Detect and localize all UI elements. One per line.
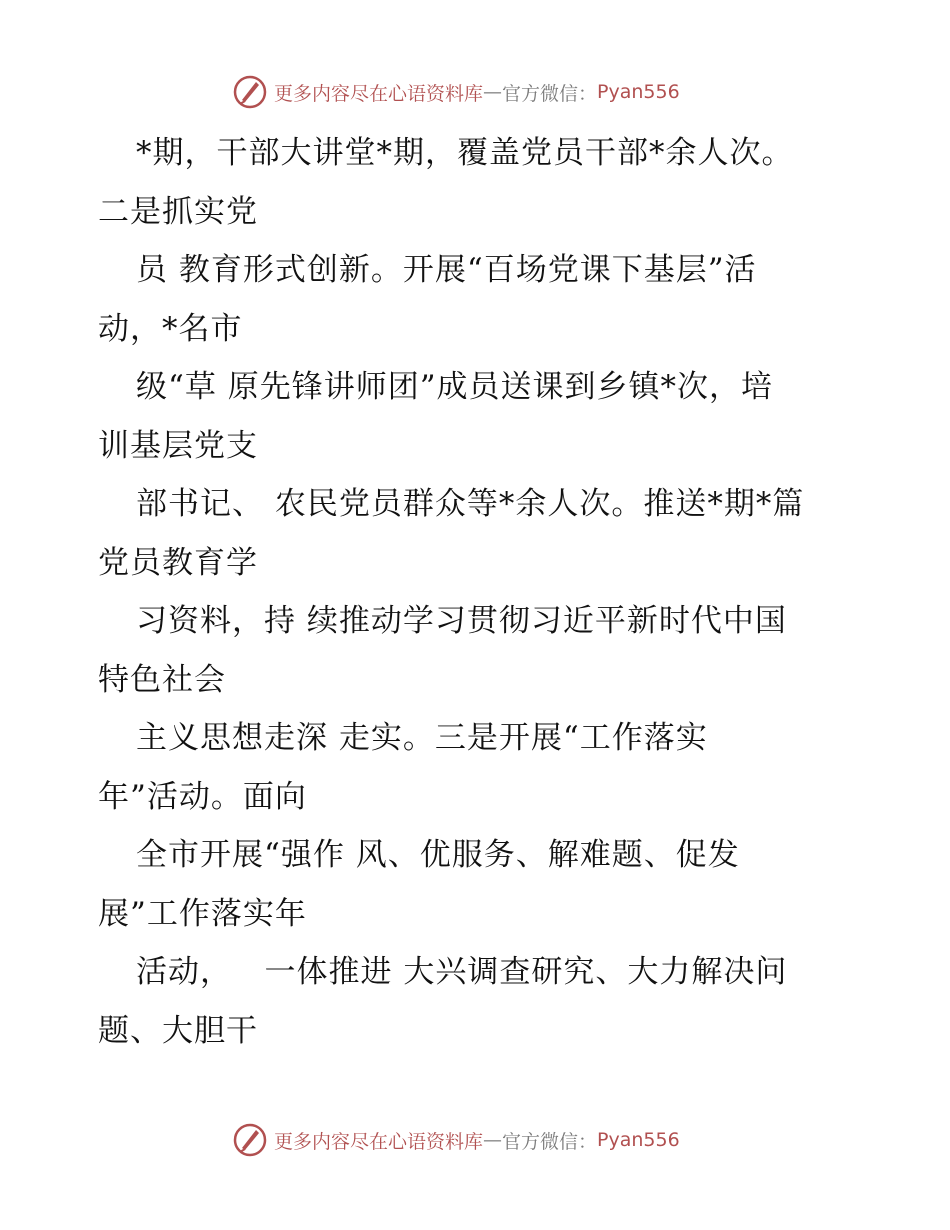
text-line: 党员教育学 (98, 544, 258, 581)
text-line: 主义思想走深 走实。三是开展“工作落实 (136, 720, 708, 756)
document-body (0, 124, 950, 1060)
watermark-main-text: 更多内容尽在心语资料库 (274, 1130, 484, 1153)
text-line: 习资料，持 续推动学习贯彻习近平新时代中国 (136, 603, 787, 639)
quill-pen-logo-icon (232, 74, 268, 110)
watermark-label: 官方微信： (502, 1130, 598, 1153)
watermark-separator: — (483, 1129, 503, 1151)
quill-pen-logo-icon (232, 1122, 268, 1158)
text-line: 题、大胆干 (98, 1012, 258, 1049)
watermark-main-text: 更多内容尽在心语资料库 (274, 82, 484, 105)
watermark-label: 官方微信： (502, 82, 598, 105)
text-line: 训基层党支 (98, 427, 258, 464)
text-line: 展”工作落实年 (98, 895, 307, 932)
text-line: 员 教育形式创新。开展“百场党课下基层”活 (136, 252, 757, 288)
text-line: 全市开展“强作 风、优服务、解难题、促发 (136, 837, 740, 873)
watermark-id: Pyan556 (597, 81, 680, 103)
text-line: 二是抓实党 (98, 193, 258, 230)
watermark-separator: — (483, 81, 503, 103)
text-line: 特色社会 (98, 661, 226, 698)
text-line: 动，*名市 (98, 310, 243, 347)
watermark-id: Pyan556 (597, 1129, 680, 1151)
text-line: 部书记、 农民党员群众等*余人次。推送*期*篇 (136, 486, 805, 522)
text-line: *期，干部大讲堂*期，覆盖党员干部*余人次。 (136, 135, 794, 171)
header-watermark (232, 72, 680, 112)
footer-watermark (232, 1120, 680, 1160)
text-line: 年”活动。面向 (98, 778, 307, 815)
text-line: 级“草 原先锋讲师团”成员送课到乡镇*次，培 (136, 369, 774, 405)
text-line: 活动， 一体推进 大兴调查研究、大力解决问 (136, 954, 788, 990)
